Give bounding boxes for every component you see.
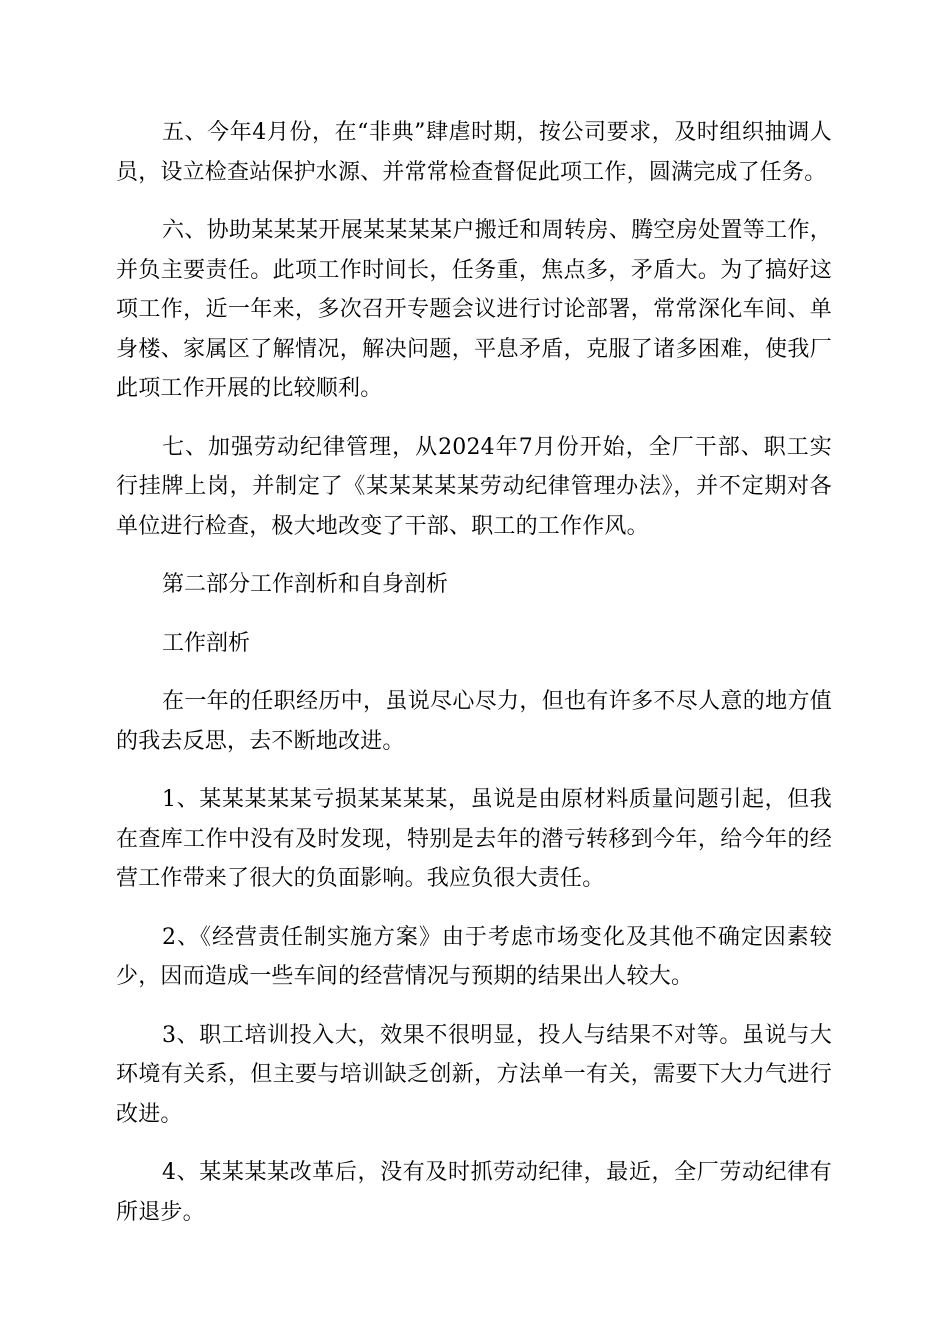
paragraph-point-3: 3、职工培训投入大，效果不很明显，投人与结果不对等。虽说与大环境有关系，但主要与培训缺乏创新，方法单一有关，需要下大力气进行改进。 — [116, 1022, 832, 1127]
paragraph-item-5: 五、今年4月份，在“非典”肆虐时期，按公司要求，及时组织抽调人员，设立检查站保护水源、并常常检查督促此项工作，圆满完成了任务。 — [116, 120, 832, 185]
section-heading-part-two: 第二部分工作剖析和自身剖析 — [162, 572, 449, 597]
paragraph-point-2: 2、《经营责任制实施方案》由于考虑市场变化及其他不确定因素较少，因而造成一些车间的经营情况与预期的结果出人较大。 — [116, 924, 832, 989]
paragraph-item-7: 七、加强劳动纪律管理，从2024年7月份开始，全厂干部、职工实行挂牌上岗，并制定了《某某某某某劳动纪律管理办法》，并不定期对各单位进行检查，极大地改变了干部、职工的工作作风。 — [116, 434, 832, 539]
paragraph-point-4: 4、某某某某改革后，没有及时抓劳动纪律，最近，全厂劳动纪律有所退步。 — [116, 1160, 832, 1225]
subsection-heading-work-analysis: 工作剖析 — [162, 630, 251, 656]
paragraph-intro: 在一年的任职经历中，虽说尽心尽力，但也有许多不尽人意的地方值的我去反思，去不断地改进。 — [116, 689, 832, 754]
document-body — [116, 113, 832, 1251]
paragraph-point-1: 1、某某某某某亏损某某某某，虽说是由原材料质量问题引起，但我在查库工作中没有及时发现，特别是去年的潜亏转移到今年，给今年的经营工作带来了很大的负面影响。我应负很大责任。 — [116, 787, 832, 891]
paragraph-item-6: 六、协助某某某开展某某某某户搬迁和周转房、腾空房处置等工作，并负主要责任。此项工作时间长，任务重，焦点多，矛盾大。为了搞好这项工作，近一年来，多次召开专题会议进行讨论部署，常常深化车间、单身楼、家属区了解情况，解决问题，平息矛盾，克服了诸多困难，使我厂此项工作开展的比较顺利。 — [116, 218, 832, 401]
